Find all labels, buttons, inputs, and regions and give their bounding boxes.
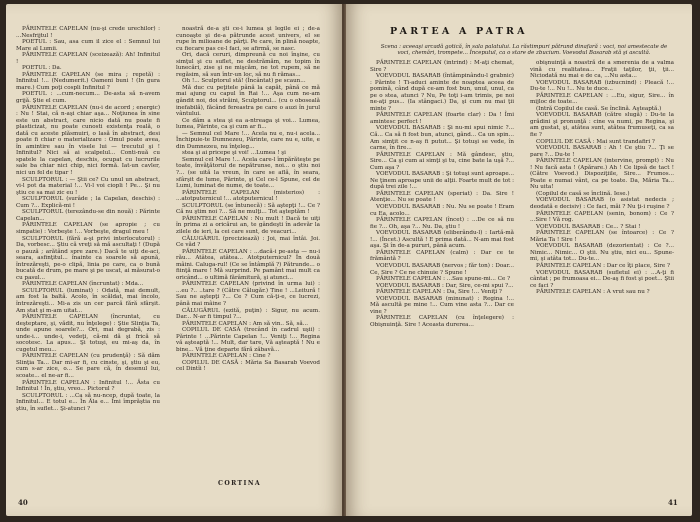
right-column-1 <box>370 60 514 328</box>
dialogue-line: POETUL : ...cum-necum... De-asta să n-avem grijă. Ştie el cum. <box>16 91 160 105</box>
dialogue-line: VOEVODUL BASARAB (nervos ; făr ton) : Doar... Ce, Sire ? Ce ne chinuie ? Spune ! <box>370 262 514 276</box>
dialogue-line: PĂRINTELE CAPELAN (calm) : Dar ce te frământă ? <box>370 249 514 263</box>
dialogue-line: — Semnul cel Mare !... Acela nu e, nu-i acela... Închipuie-te Dumnezeu, Părinte, care nu e, uite, e din Dumnezeu, nu înţeleg... <box>176 130 320 150</box>
dialogue-line: SCULPTORUL : ...Ca să nu-ncep, după toate, la Infinitul... E totul e... În Ăla e... Îmi împrăştia nu ştiu, în suflet... Şi-atunci ? <box>16 392 160 412</box>
curtain-label: CORTINA <box>218 480 262 487</box>
dialogue-line: COPILUL DE CASĂ : Măria Sa Basarab Voevod cel Dintîi ! <box>176 359 320 373</box>
dialogue-line: PĂRINTELE CAPELAN (nu-şi crede urechilor) : ...Nesfrijtul ! <box>16 26 160 39</box>
dialogue-line: SCULPTORUL (se întunecă) : Să aştepţi !... Ce ? Că nu ştim noi ?... Să ne mulţi... Tot aşteptăm ! <box>176 202 320 216</box>
dialogue-line: CĂLUGĂRUL (ezită, puţin) : Sigur, nu acum. Dar... N-ar fi timpul ?... <box>176 307 320 321</box>
dialogue-line: (Intră Copilul de casă. Se înclină. Aşteaptă.) <box>536 105 662 112</box>
dialogue-line: PĂRINTELE CAPELAN : Da, Sire !... Veniţi ? <box>376 289 502 296</box>
dialogue-line: PĂRINTELE CAPELAN : Am să vin.. Să, să... <box>182 320 309 327</box>
page-number-left: 40 <box>18 498 28 507</box>
dialogue-line: Semnul cel Mare !... Acela care-l împărăteşte pe toate, învăţătorul de nepătrunse, noi... o ştiu noi ?... (se uită la vreun, în care se află, în seara, sfârşit de lume, Părinte, şi Cel ce-l Spune, cel de Lumi, luminat de nume, de toate... <box>176 156 320 190</box>
page-number-right: 41 <box>668 498 678 507</box>
dialogue-line: PĂRINTELE CAPELAN : Mă gândesc, ştiu, Sire... Ca şi cum ai simţi şi tu, cine bate la uşă ?... Cum aşa ? <box>370 151 514 171</box>
dialogue-line: PĂRINTELE CAPELAN (încruntat, cu deşteptare, şi, vădit, nu înţelege) : Ştie Slinţia Ta, unde apune soarele?... Ori, mai degrabă, zis : unde-i... unde-i, vedeţi, că-mi dă şi frică să socotesc. La apus... Şi totuşi, eu mi-aş da, în cugetul meu... <box>16 314 160 353</box>
dialogue-line: Oh !... Sculptorul stă! (Încântat) pe scaun... <box>182 78 306 85</box>
dialogue-line: VOEVODUL BASARAB (o asistat nedecis ; deodată e decisiv) : Ce faci, măi ? Nu ţi-i ruşine ? <box>530 197 674 211</box>
dialogue-line: PĂRINTELE CAPELAN (senin, bonom) : Ce ? ...Sire ! Vă rog. <box>530 210 674 224</box>
dialogue-line: PĂRINTELE CAPELAN : ...Eu, sigur, Sire... în mijloc de toate... <box>530 92 674 106</box>
dialogue-line: VOEVODUL BASARAB (izbucnind) : Pleacă !... Du-te !... Nu !... Nu te duce... <box>530 79 674 93</box>
dialogue-line: VOEVODUL BASARAB : Nu. Nu se poate ! Eram cu Ea, acolo... <box>370 204 514 217</box>
dialogue-line: PĂRINTELE CAPELAN (se întoarce) : Ce ? Măria Ta ! Sire ! <box>530 230 674 243</box>
dialogue-line: COPILUL DE CASĂ (trecând în cadrul uşii) : Părinte ! ...Părinte Capelan !... Veniţi !... Regina vă aşteaptă !... Mult, dar tare, Vă aşteaptă ! Nu e bine... Vă ţine departe fără zăbavă... <box>176 327 320 353</box>
stage-direction: Scena : aceeaşi arcadă gotică, în sala palatului. La răstimpuri pătrund dinafară : voci, noi amestecate de voci, chemări, trompete... Începutul, ca o stare de zbucium. Voevodul Basarab stă şi ascultă. <box>380 44 668 57</box>
dialogue-line: PĂRINTELE CAPELAN : ...Sau spune-mi... Ce ? <box>376 276 511 283</box>
dialogue-line: VOEVODUL BASARAB : Şi totuşi sunt aproape... Ne ţinem aproape unii de alţii. Foarte mult de tot : după trei zile !... <box>370 171 514 191</box>
dialogue-line: PĂRINTELE CAPELAN : Nu mult ! Dacă te uiţi în prima zi a oricărui an, te gândeşti în adevăr la zilele de ieri, la cei care sunt, de veacuri... <box>176 215 320 235</box>
dialogue-line: PĂRINTELE CAPELAN (cu înţelegere) : Obişnuinţă. Sire ! Aceasta durerea... <box>370 315 514 328</box>
dialogue-line: PĂRINTELE CAPELAN (intervine, prompt) : Nu ! Nu facă asta ! (Apărare.) Ah ! Ce lipsă de tact ! (Către Voevod.) Dispoziţiile, Sire... Frumos... Poate e numai vânt, ca pe toate. Da, Măria Ta... Nu uita! <box>530 158 674 191</box>
dialogue-line: SCULPTORUL (surâde ; la Capelan, deschis) : Cum ?... Explică-mi ! <box>16 196 160 209</box>
dialogue-line: SCULPTORUL : — Ştii ce? Cu unul un abstract, vi-l pot da material !... Vi-l voi ciopli ! Pe... Şi nu ştiu ce sa mai zic eu ! <box>16 176 160 196</box>
dialogue-line: PĂRINTELE CAPELAN : Infinitul !... Ăsta cu Infinitul ! În, ştiu, vreo... Pictorul ? <box>16 379 160 393</box>
dialogue-line: VOEVODUL BASARAB : Şi nu-mi spui nimic ?... Că... Ca să fi fost bun, atunci, gând... Ca un spin... Am simţit ce n-aş fi putut... Şi totuşi se vede, în carne, în fire... <box>370 125 514 152</box>
dialogue-line: Mă duc cu peţitele până la capăt, până ce mă mai ajung cu capul în Rai !... Aşa cum ne-am gândit noi, doi străini, Sculptorul... (cu o oboseală inefabilă), făcând fereastra pe care o auzi în jurul vântului. <box>176 84 320 118</box>
dialogue-line: COPILUL DE CASĂ : Mai sunt trandafiri ? <box>536 138 655 145</box>
dialogue-line: PĂRINTELE CAPELAN (speriat) : Da. Sire ! Atenţie... Nu se poate ! <box>370 190 514 204</box>
dialogue-line: Ce dăm a stea şi ea a-ntreaga şi voi... Lumea, lumea, Părinte, ca şi cum ar fi... <box>176 117 320 131</box>
dialogue-line: PĂRINTELE CAPELAN : Cine ? <box>182 353 271 360</box>
dialogue-line: PĂRINTELE CAPELAN (privind în urma lui) : ...eu ?.. ..tare ? (Către Călugăr.) Tine ! ...Leitură ! Sau ne aştepţi ?... Ce ? Cum că-ţi-e, ce lucrezi, până mai mâine ? <box>176 281 320 307</box>
act-heading: PARTEA A PATRA <box>390 26 528 37</box>
dialogue-line: VOEVODUL BASARAB : Dar, Sire, ce-mi spui ?... <box>376 282 514 289</box>
dialogue-line: stea şi ai pricepe şi voi! ...Lumea ! şi <box>182 150 286 157</box>
dialogue-line: Ori, dacă ceruri, dimpreună cu noi înşine, cu simţul şi cu suflet, ne destrămăm, ne topim în lunecări, zise şi ne mişcăm, ne tot rupem, să ne regăsim, să sun într-un loc, să nu fi rămas... <box>176 52 320 78</box>
dialogue-line: VOEVODUL BASARAB (eliberându-l) : Iartă-mă !... (Încet.) Ascultă ! E prima dată... N-am mai fost aşa. Şi în de-a pururi, până acum. <box>370 230 514 250</box>
dialogue-line: PĂRINTELE CAPELAN (cu prudenţă) : Să dăm Slinţia Ta... Dar mi-ar fi, cu cinste, şi, ştiu şi eu, cum s-ar zice, o... Se pare că, în desenul lui, scoate... el ne-ar fi... <box>16 353 160 379</box>
dialogue-line: PĂRINTELE CAPELAN (se apropie ; cu simpatie) : Vorbeşte !... Vorbeşte, dragul meu ! <box>16 222 160 235</box>
left-page <box>6 4 342 516</box>
dialogue-line: noastră de-a şti ce-i lumea şi legile ei ; de-a cunoaşte şi de-a pătrunde acest univers, el se rupe în milioane de părţi. Pe care, în plină noapte, cu fiecare pas ce-l faci, se afirmă, se nasc. <box>176 26 320 52</box>
dialogue-line: VOEVODUL BASARAB (sufletul ei) : ...A-ţi fi cântat ; pe frumoasa ei... De-aş fi fost şi poet... Ştii ce faci ? <box>530 269 674 289</box>
dialogue-line: POETUL : Sau, asa cum il zice el : Semnul lui Mare al Lumii. <box>16 39 160 52</box>
dialogue-line: SCULPTORUL (terezându-se din nouă) : Părinte Capelan... <box>16 209 160 222</box>
dialogue-line: (Copilul de casă se înclină. Iese.) <box>536 190 630 197</box>
dialogue-line: PĂRINTELE CAPELAN (se mira ; repetă) : Infinitul !... (Nedumerit.) Oameni buni ! (In gura mare.) Cum poţi cospli Infinitul ? <box>16 71 160 91</box>
dialogue-line: PĂRINTELE CAPELAN (misterios) : ...atotputernicul !... atotputernicul ! <box>176 189 320 203</box>
dialogue-line: VOEVODUL BASARAB (dezorientat) : Ce ?... Nimic... Nimic... O ştii. Nu ştiu, nici eu... Spune-mi, şi atâta tot... Du-te... <box>530 243 674 263</box>
dialogue-line: PĂRINTELE CAPELAN (sceizează): Ah! Infinitul ! <box>16 52 160 65</box>
dialogue-line: SCULPTORUL (fără a-şi privi interlocutorul) : Da, vorbesc... Ştiu că vreţi să mă ascultaţi ! (După o pauză ; arătând spre zare.) Dacă te uiţi de-aci, seara, asfinţitul... înainte ca soarele să apună, întrezăreşti, pe-o clipă, linia pe care, ca o bună bucată de drum, pe mare şi pe uscat, ai măsurat-o cu pasul... <box>16 235 160 281</box>
left-column-2 <box>176 26 320 373</box>
dialogue-line: VOEVODUL BASARAB (minunat) : Regina !... Mă ascultă pe mine !... Cum vine asta ?... Dar ce vine ? <box>370 295 514 315</box>
dialogue-line: VOEVODUL BASARAB : Ah ! Ce ştiu ?... Ţi se pare ?... Du-te ! <box>530 145 674 158</box>
dialogue-line: PĂRINTELE CAPELAN (intrind) : M-aţi chemat, Sire ? <box>370 60 514 73</box>
dialogue-line: PĂRINTELE CAPELAN (nu-i de acord ; energic) : Nu ! Stai, că n-aşi chiar aşa... Noţiunea în sine este un abstract, care nicio dată nu poate fi plasticizat, nu poate cunosti existenţa reală, o dată cu aceste plăsmuiri, o lasă în abstract, desi poate fi chiar o materializare : Omul poate avea, în amintire sau în visele lui — trecutul şi ! Infinitul? Nici să ai scalpelul... Conti-nuă cu spatele la capelan, deschis, ocupat cu lucrurile sale ba chiar nici chip, nici formă. Iat-un cavler, nici un fel de tipar ! <box>16 104 160 177</box>
dialogue-line: POETUL : Da. <box>22 65 62 72</box>
dialogue-line: PĂRINTELE CAPELAN : A vrut sau nu ? <box>536 289 650 296</box>
left-column-1 <box>16 26 160 412</box>
dialogue-line: CĂLUGĂRUL (preciziează) : Joi, mai întâi. Joi. Ce văd ? <box>176 235 320 249</box>
right-column-2 <box>530 60 674 296</box>
dialogue-line: PĂRINTELE CAPELAN (foarte clar) : Da ! Îmi amintesc perfect ! <box>370 112 514 125</box>
dialogue-line: SCULPTORUL (luminat) : Odată, mai demult, am fost la baltă. Acolo, în scăldat, mai încolo, întrezăreşti... Mi-a zis un cer parcă fără sfârşit. Am stat şi m-am uitat... <box>16 287 160 314</box>
dialogue-line: VOEVODUL BASARAB (către slugă) : Du-te la grădini şi pronunţă : cine va numi, pe Regina, şi am gustat, şi, atâtea sunt, atâtea frumuseţi, ca sa fie ? <box>530 112 674 139</box>
dialogue-line: PĂRINTELE CAPELAN (încruntat) : Mda... <box>22 281 144 288</box>
dialogue-line: obişnuinţă a noastră de a smerenia de a valma vină cu realitatea... Fraţii taţilor, ţii, ţii... Niciodată nu mai e de ca, ...Nu asta... <box>530 60 674 80</box>
dialogue-line: PĂRINTELE CAPELAN (încet) : ...De ce să nu fie ?... Oh, aşa ?... Nu. Da, ştiu ! <box>370 217 514 230</box>
dialogue-line: PĂRINTELE CAPELAN : Dar ce îţi place, Sire ? <box>536 262 670 269</box>
right-page <box>346 4 692 516</box>
dialogue-line: VOEVODUL BASARAB (întâmpinându-l grabnic) : Părinte ! Ti-aduci aminte de noaptea aceea de pomină, când după ce-am fost bun, unul, unul, ca pe o stea, atunci ? Nu, Pe toţi i-am trimis, pe noi ne-aţi pus... (Ia stângaci.) Da, şi cum nu mai ţii minte ? <box>370 73 514 112</box>
dialogue-line: PĂRINTELE CAPELAN : ...dacă-i pe-asta — nu-i rău... Atâtea, atâtea... Atotputernicul? În două mâini. Caluga-rul! (Ce se întâmplă ?) Pătrunde... o fiinţă mare ! Mă surprind. Pe pamânt mai mult ca oricând... o ultimă fărâmitură, şi atunci... <box>176 248 320 281</box>
dialogue-line: VOEVODUL BASARAB : Ce... ? Stai ! <box>536 223 641 230</box>
